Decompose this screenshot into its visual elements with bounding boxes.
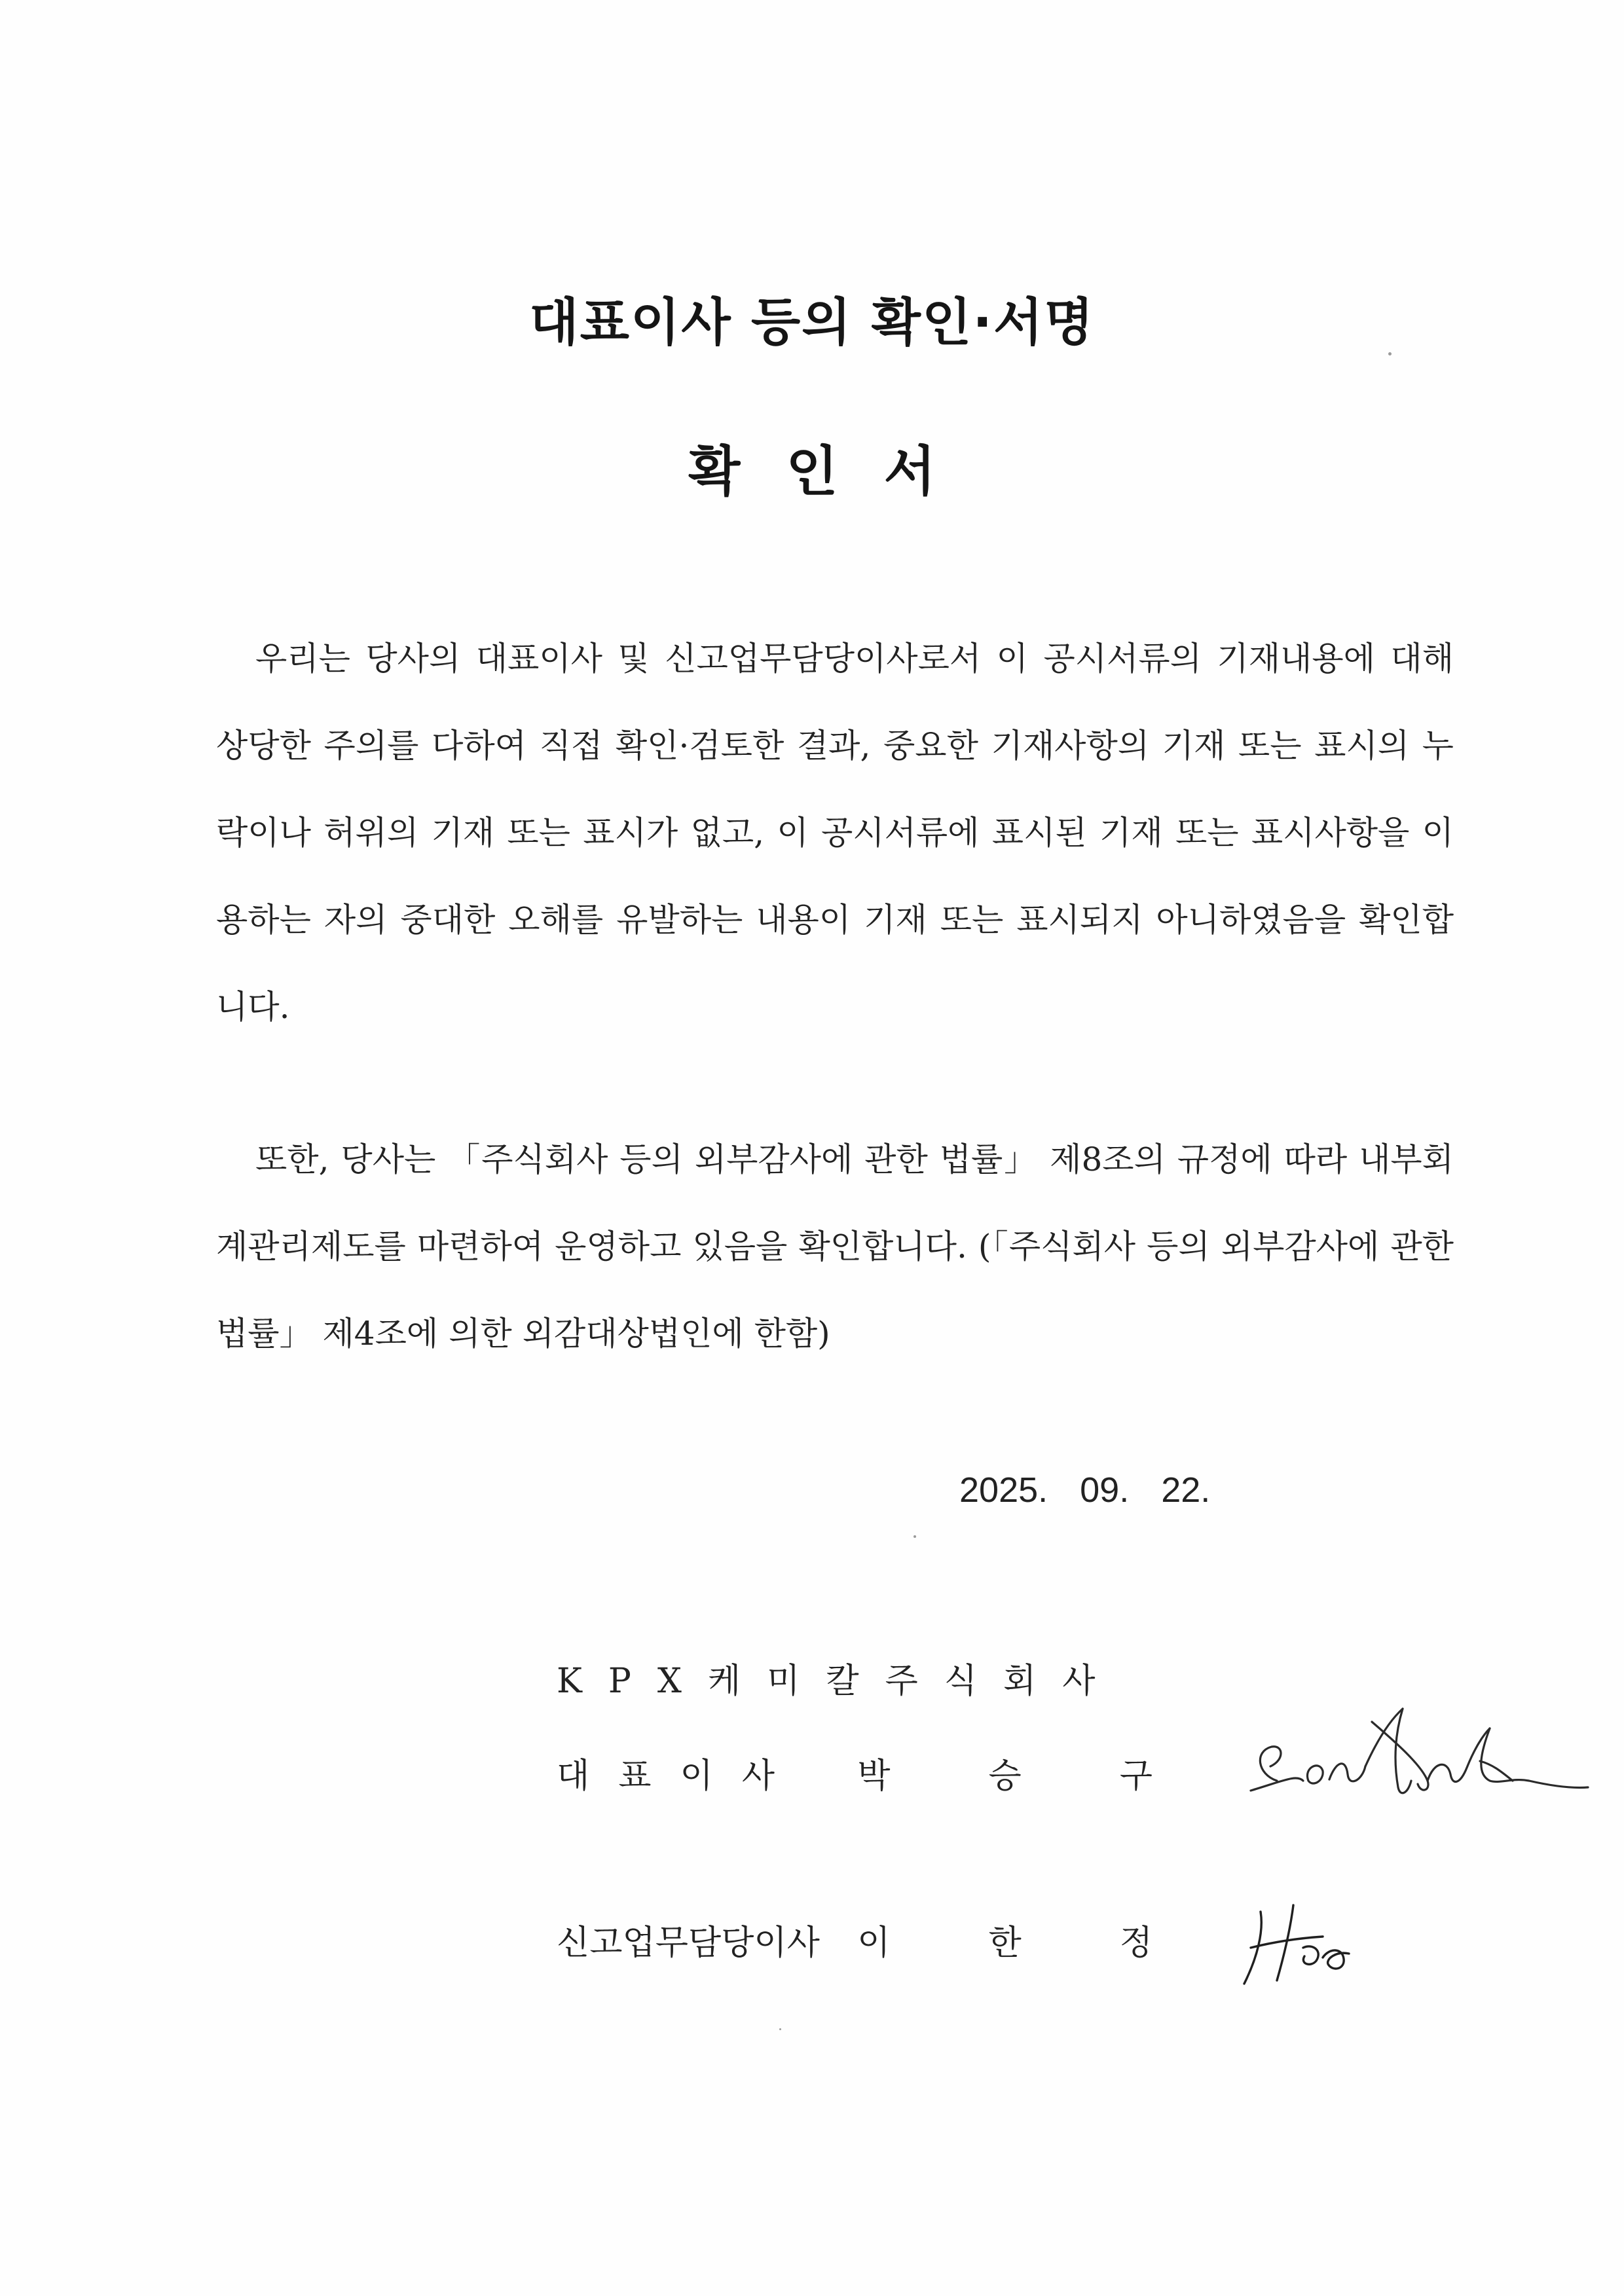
company-name: KPX케미칼주식회사: [557, 1662, 1122, 1701]
ceo-role: 대표이사: [557, 1757, 803, 1796]
confirmation-paragraph: 우리는 당사의 대표이사 및 신고업무담당이사로서 이 공시서류의 기재내용에 대해 상당한 주의를 다하여 직접 확인·검토한 결과, 중요한 기재사항의 기재 또는 표시의 누락이나 허위의 기재 또는 표시가 없고, 이 공시서류에 표시된 기재 또는 표시사항을 이용하는 자의 중대한 오해를 유발하는 내용이 기재 또는 표시되지 아니하였음을 확인합니다.: [216, 640, 1454, 1026]
cfo-role: 신고업무담당이사: [557, 1923, 820, 1963]
document-date: 2025. 09. 22.: [959, 1470, 1211, 1510]
document-subtitle: 확인서: [688, 441, 982, 503]
ceo-name: 박승구: [857, 1757, 1251, 1796]
ceo-handwritten-signature: [1231, 1683, 1598, 1820]
ceo-signature-line: [557, 1748, 1251, 1797]
cfo-name: 이한정: [857, 1923, 1251, 1963]
internal-control-paragraph: 또한, 당사는 「주식회사 등의 외부감사에 관한 법률」 제8조의 규정에 따라 내부회계관리제도를 마련하여 운영하고 있음을 확인합니다. (「주식회사 등의 외부감사에 관한 법률」 제4조에 의한 외감대상법인에 한함): [216, 1140, 1454, 1353]
cfo-handwritten-signature: [1231, 1886, 1375, 1997]
cfo-signature-line: [557, 1915, 1251, 1964]
document-title: 대표이사 등의 확인·서명: [529, 293, 1095, 352]
